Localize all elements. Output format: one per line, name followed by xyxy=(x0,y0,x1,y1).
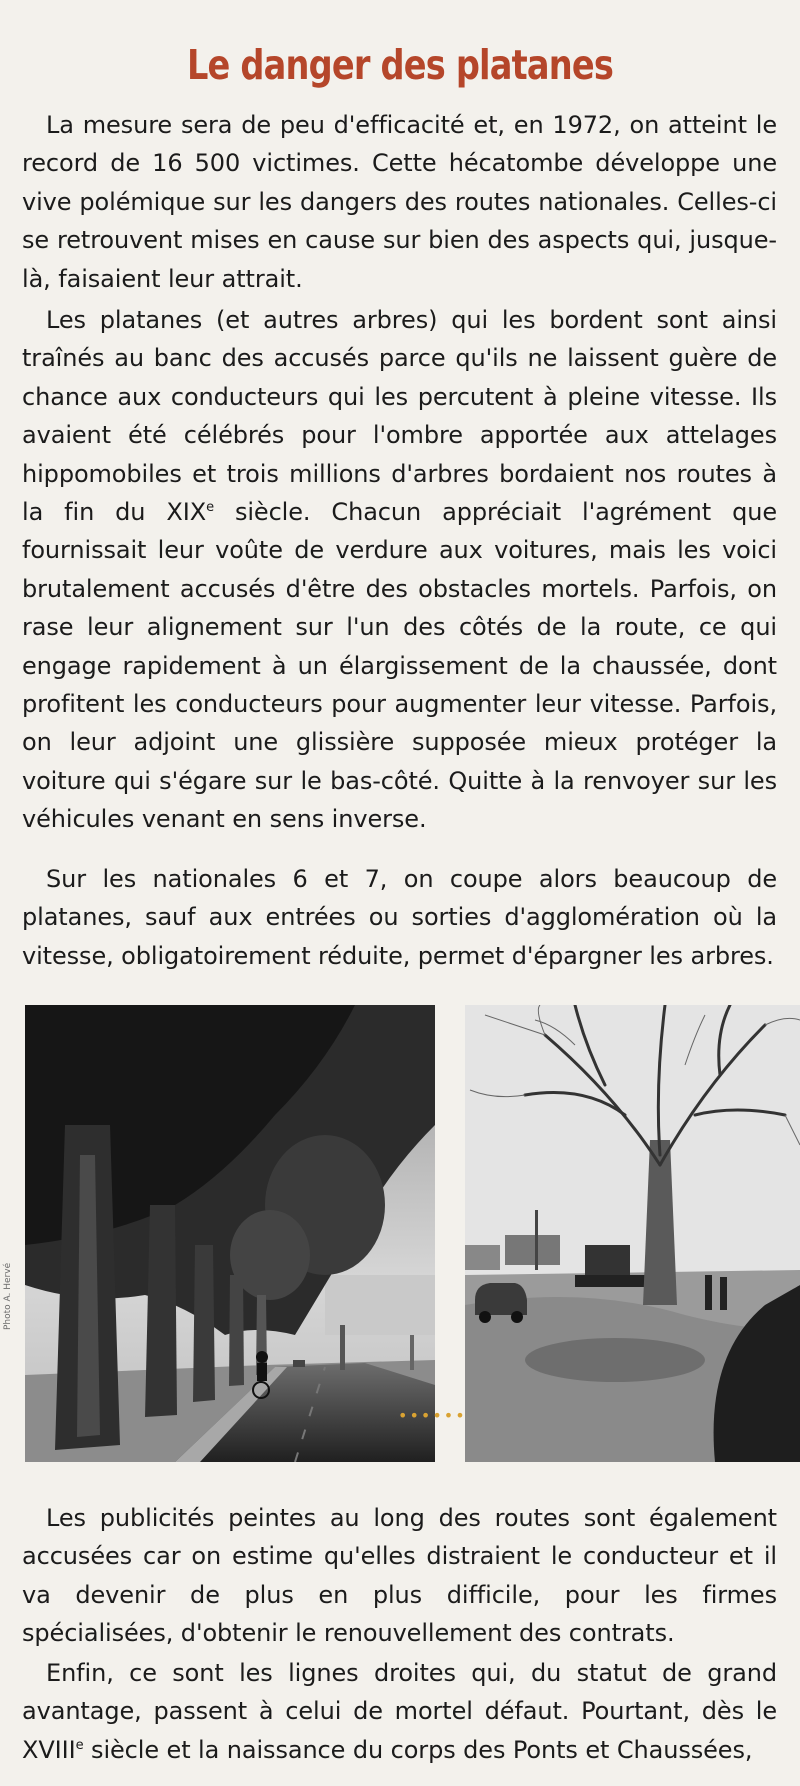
paragraph-2 xyxy=(22,301,777,839)
page-title: Le danger des platanes xyxy=(186,41,614,90)
paragraph-1: La mesure sera de peu d'efficacité et, en 1972, on atteint le record de 16 500 victimes. Cette hécatombe développe une vive polémique sur les dangers des routes nationales. Celles-ci se retrouvent mises en cause sur bien des aspects qui, jusque-là, faisaient leur attrait. xyxy=(22,111,777,293)
paragraph-5 xyxy=(22,1654,777,1769)
photo-felled-trees-roadworks xyxy=(465,1005,800,1462)
century-superscript: e xyxy=(206,500,214,516)
paragraph-4: Les publicités peintes au long des routes sont également accusées car on estime qu'elles distraient le conducteur et il va devenir de plus en plus difficile, pour les firmes spécialisées, d'obtenir le renouvellement des contrats. xyxy=(22,1504,777,1648)
paragraph-5-text-continued: siècle et la naissance du corps des Ponts et Chaussées, xyxy=(83,1735,753,1764)
photo-credit: Photo A. Hervé xyxy=(3,1262,13,1330)
paragraph-2-text: Les platanes (et autres arbres) qui les bordent sont ainsi traînés au banc des accusés parce qu'ils ne laissent guère de chance aux conducteurs qui les percutent à pleine vitesse. Ils avaient été célébrés pour l'ombre apportée aux attelages hippomobiles et trois millions d'arbres bordaient nos routes à la fin du XIX xyxy=(22,306,777,527)
paragraph-3: Sur les nationales 6 et 7, on coupe alors beaucoup de platanes, sauf aux entrées ou sorties d'agglomération où la vitesse, obligatoirement réduite, permet d'épargner les arbres. xyxy=(22,865,777,970)
dotted-connector: •••••• xyxy=(398,1406,467,1425)
photo-tree-lined-road xyxy=(25,1005,435,1462)
century-superscript: e xyxy=(75,1737,84,1753)
paragraph-5-text: Enfin, ce sont les lignes droites qui, du statut de grand avantage, passent à celui de mortel défaut. Pourtant, dès le XVIII xyxy=(22,1659,777,1764)
paragraph-2-text-continued: siècle. Chacun appréciait l'agrément que fournissait leur voûte de verdure aux voitures, mais les voici brutalement accusés d'être des obstacles mortels. Parfois, on rase leur alignement sur l'un des côtés de la route, ce qui engage rapidement à un élargissement de la chaussée, dont profitent les conducteurs pour augmenter leur vitesse. Parfois, on leur adjoint une glissière supposée mieux protéger la voiture qui s'égare sur le bas-côté. Quitte à la renvoyer sur les véhicules venant en sens inverse. xyxy=(22,498,777,834)
